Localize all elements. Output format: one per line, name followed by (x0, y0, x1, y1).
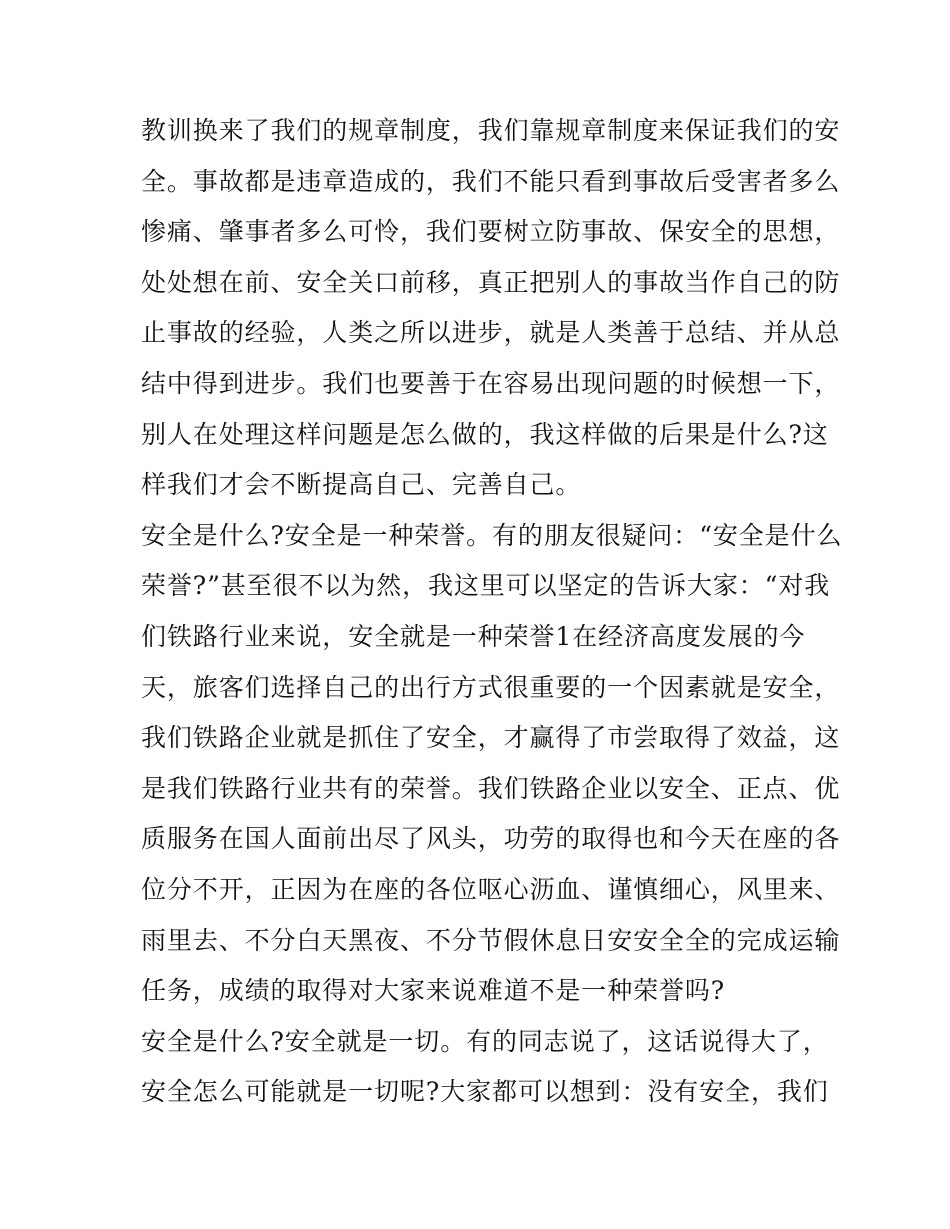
text-line: 位分不开，正因为在座的各位呕心沥血、谨慎细心，风里来、 (141, 874, 841, 904)
text-line: 处处想在前、安全关口前移，真正把别人的事故当作自己的防 (141, 267, 841, 297)
text-line: 雨里去、不分白天黑夜、不分节假休息日安安全全的完成运输 (141, 925, 841, 955)
text-line: 安全是什么?安全就是一切。有的同志说了，这话说得大了， (141, 1026, 829, 1056)
paragraph-1 (141, 106, 841, 511)
text-line: 是我们铁路行业共有的荣誉。我们铁路企业以安全、正点、优 (141, 773, 841, 803)
text-line: 惨痛、肇事者多么可怜，我们要树立防事故、保安全的思想， (141, 217, 841, 247)
text-line: 样我们才会不断提高自己、完善自己。 (141, 470, 582, 500)
text-line: 止事故的经验，人类之所以进步，就是人类善于总结、并从总 (141, 318, 841, 348)
text-line: 我们铁路企业就是抓住了安全，才赢得了市尝取得了效益，这 (141, 723, 841, 753)
paragraph-2 (141, 511, 843, 1017)
text-line: 安全怎么可能就是一切呢?大家都可以想到：没有安全，我们 (141, 1077, 829, 1107)
text-line: 们铁路行业来说，安全就是一种荣誉1在经济高度发展的今 (141, 621, 806, 651)
text-line: 质服务在国人面前出尽了风头，功劳的取得也和今天在座的各 (141, 824, 841, 854)
text-line: 教训换来了我们的规章制度，我们靠规章制度来保证我们的安 (141, 116, 841, 145)
paragraph-3 (141, 1017, 829, 1118)
text-line: 别人在处理这样问题是怎么做的，我这样做的后果是什么?这 (141, 419, 829, 449)
text-line: 全。事故都是违章造成的，我们不能只看到事故后受害者多么 (141, 166, 841, 196)
text-line: 结中得到进步。我们也要善于在容易出现问题的时候想一下， (141, 368, 841, 398)
document-body (141, 106, 843, 1118)
text-line: 天，旅客们选择自己的出行方式很重要的一个因素就是安全， (141, 672, 841, 702)
text-line: 荣誉?”甚至很不以为然，我这里可以坚定的告诉大家：“对我 (141, 571, 831, 601)
text-line: 安全是什么?安全是一种荣誉。有的朋友很疑问：“安全是什么 (141, 520, 843, 550)
text-line: 任务，成绩的取得对大家来说难道不是一种荣誉吗? (141, 976, 726, 1006)
